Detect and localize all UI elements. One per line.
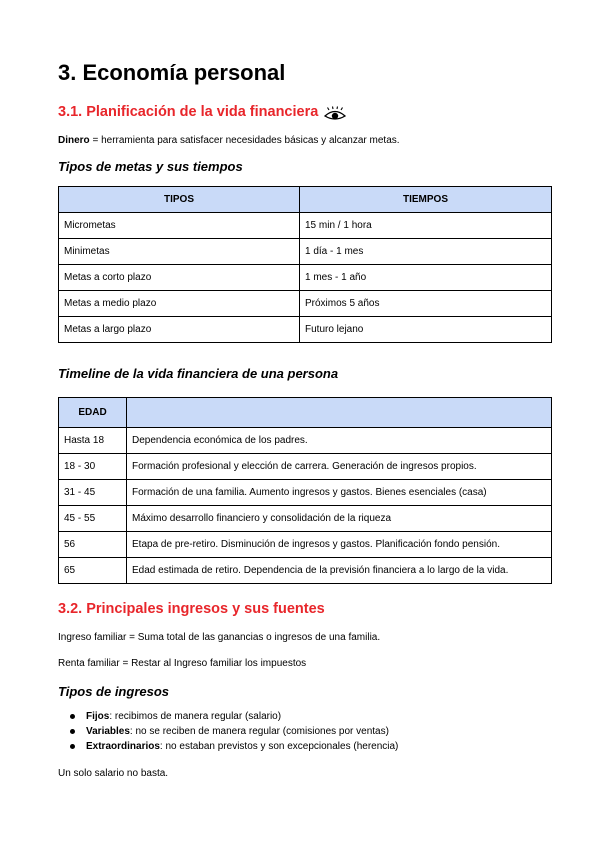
eye-icon xyxy=(324,106,346,122)
goals-heading: Tipos de metas y sus tiempos xyxy=(58,159,243,174)
goal-time: 15 min / 1 hora xyxy=(300,213,552,239)
age-cell: 31 - 45 xyxy=(59,480,127,506)
income-desc: : recibimos de manera regular (salario) xyxy=(109,711,282,722)
list-item xyxy=(86,709,552,724)
stage-cell: Dependencia económica de los padres. xyxy=(127,428,552,454)
table-row xyxy=(59,558,552,584)
stage-cell: Formación profesional y elección de carrera. Generación de ingresos propios. xyxy=(127,454,552,480)
age-cell: 18 - 30 xyxy=(59,454,127,480)
stage-cell: Formación de una familia. Aumento ingresos y gastos. Bienes esenciales (casa) xyxy=(127,480,552,506)
table-row xyxy=(59,480,552,506)
goals-header-cell: TIEMPOS xyxy=(300,187,552,213)
table-row xyxy=(59,532,552,558)
dinero-def-text: = herramienta para satisfacer necesidades básicas y alcanzar metas. xyxy=(89,135,400,146)
goal-time: 1 mes - 1 año xyxy=(300,265,552,291)
goal-type: Metas a medio plazo xyxy=(59,291,300,317)
table-row xyxy=(59,317,552,343)
timeline-header-cell xyxy=(127,398,552,428)
goal-type: Metas a largo plazo xyxy=(59,317,300,343)
table-row xyxy=(59,239,552,265)
dinero-term: Dinero xyxy=(58,135,90,146)
table-row xyxy=(59,265,552,291)
income-heading: Tipos de ingresos xyxy=(58,684,170,699)
goals-header-cell: TIPOS xyxy=(59,187,300,213)
age-cell: 56 xyxy=(59,532,127,558)
goal-type: Minimetas xyxy=(59,239,300,265)
ingreso-familiar-line: Ingreso familiar = Suma total de las ganancias o ingresos de una familia. xyxy=(58,632,381,643)
goal-time: 1 día - 1 mes xyxy=(300,239,552,265)
income-desc: : no se reciben de manera regular (comisiones por ventas) xyxy=(129,726,389,737)
dinero-definition xyxy=(58,134,552,148)
goals-table xyxy=(58,186,552,343)
goals-header-row xyxy=(59,187,552,213)
list-item xyxy=(86,724,552,739)
document-page xyxy=(58,58,552,781)
stage-cell: Edad estimada de retiro. Dependencia de la previsión financiera a lo largo de la vida. xyxy=(127,558,552,584)
bullet-icon xyxy=(70,714,75,719)
stage-cell: Máximo desarrollo financiero y consolidación de la riqueza xyxy=(127,506,552,532)
age-cell: 65 xyxy=(59,558,127,584)
goal-time: Futuro lejano xyxy=(300,317,552,343)
section-1-heading xyxy=(58,102,552,122)
income-term: Variables xyxy=(86,726,130,737)
renta-familiar-line: Renta familiar = Restar al Ingreso familiar los impuestos xyxy=(58,658,307,669)
table-row xyxy=(59,428,552,454)
age-cell: 45 - 55 xyxy=(59,506,127,532)
timeline-heading: Timeline de la vida financiera de una persona xyxy=(58,366,339,381)
stage-cell: Etapa de pre-retiro. Disminución de ingresos y gastos. Planificación fondo pensión. xyxy=(127,532,552,558)
table-row xyxy=(59,506,552,532)
table-row xyxy=(59,213,552,239)
timeline-header-cell: EDAD xyxy=(59,398,127,428)
table-row xyxy=(59,291,552,317)
timeline-table xyxy=(58,397,552,584)
page-title: 3. Economía personal xyxy=(58,60,286,85)
income-desc: : no estaban previstos y son excepcionales (herencia) xyxy=(159,741,399,752)
income-term: Fijos xyxy=(86,711,110,722)
income-term: Extraordinarios xyxy=(86,741,160,752)
bullet-icon xyxy=(70,744,75,749)
section-1-heading-text: 3.1. Planificación de la vida financiera xyxy=(58,104,319,120)
table-row xyxy=(59,454,552,480)
income-types-list xyxy=(58,709,552,754)
goal-type: Micrometas xyxy=(59,213,300,239)
list-item xyxy=(86,739,552,754)
timeline-header-row xyxy=(59,398,552,428)
closing-line: Un solo salario no basta. xyxy=(58,768,169,779)
goal-type: Metas a corto plazo xyxy=(59,265,300,291)
section-2-heading: 3.2. Principales ingresos y sus fuentes xyxy=(58,601,325,617)
bullet-icon xyxy=(70,729,75,734)
goal-time: Próximos 5 años xyxy=(300,291,552,317)
age-cell: Hasta 18 xyxy=(59,428,127,454)
